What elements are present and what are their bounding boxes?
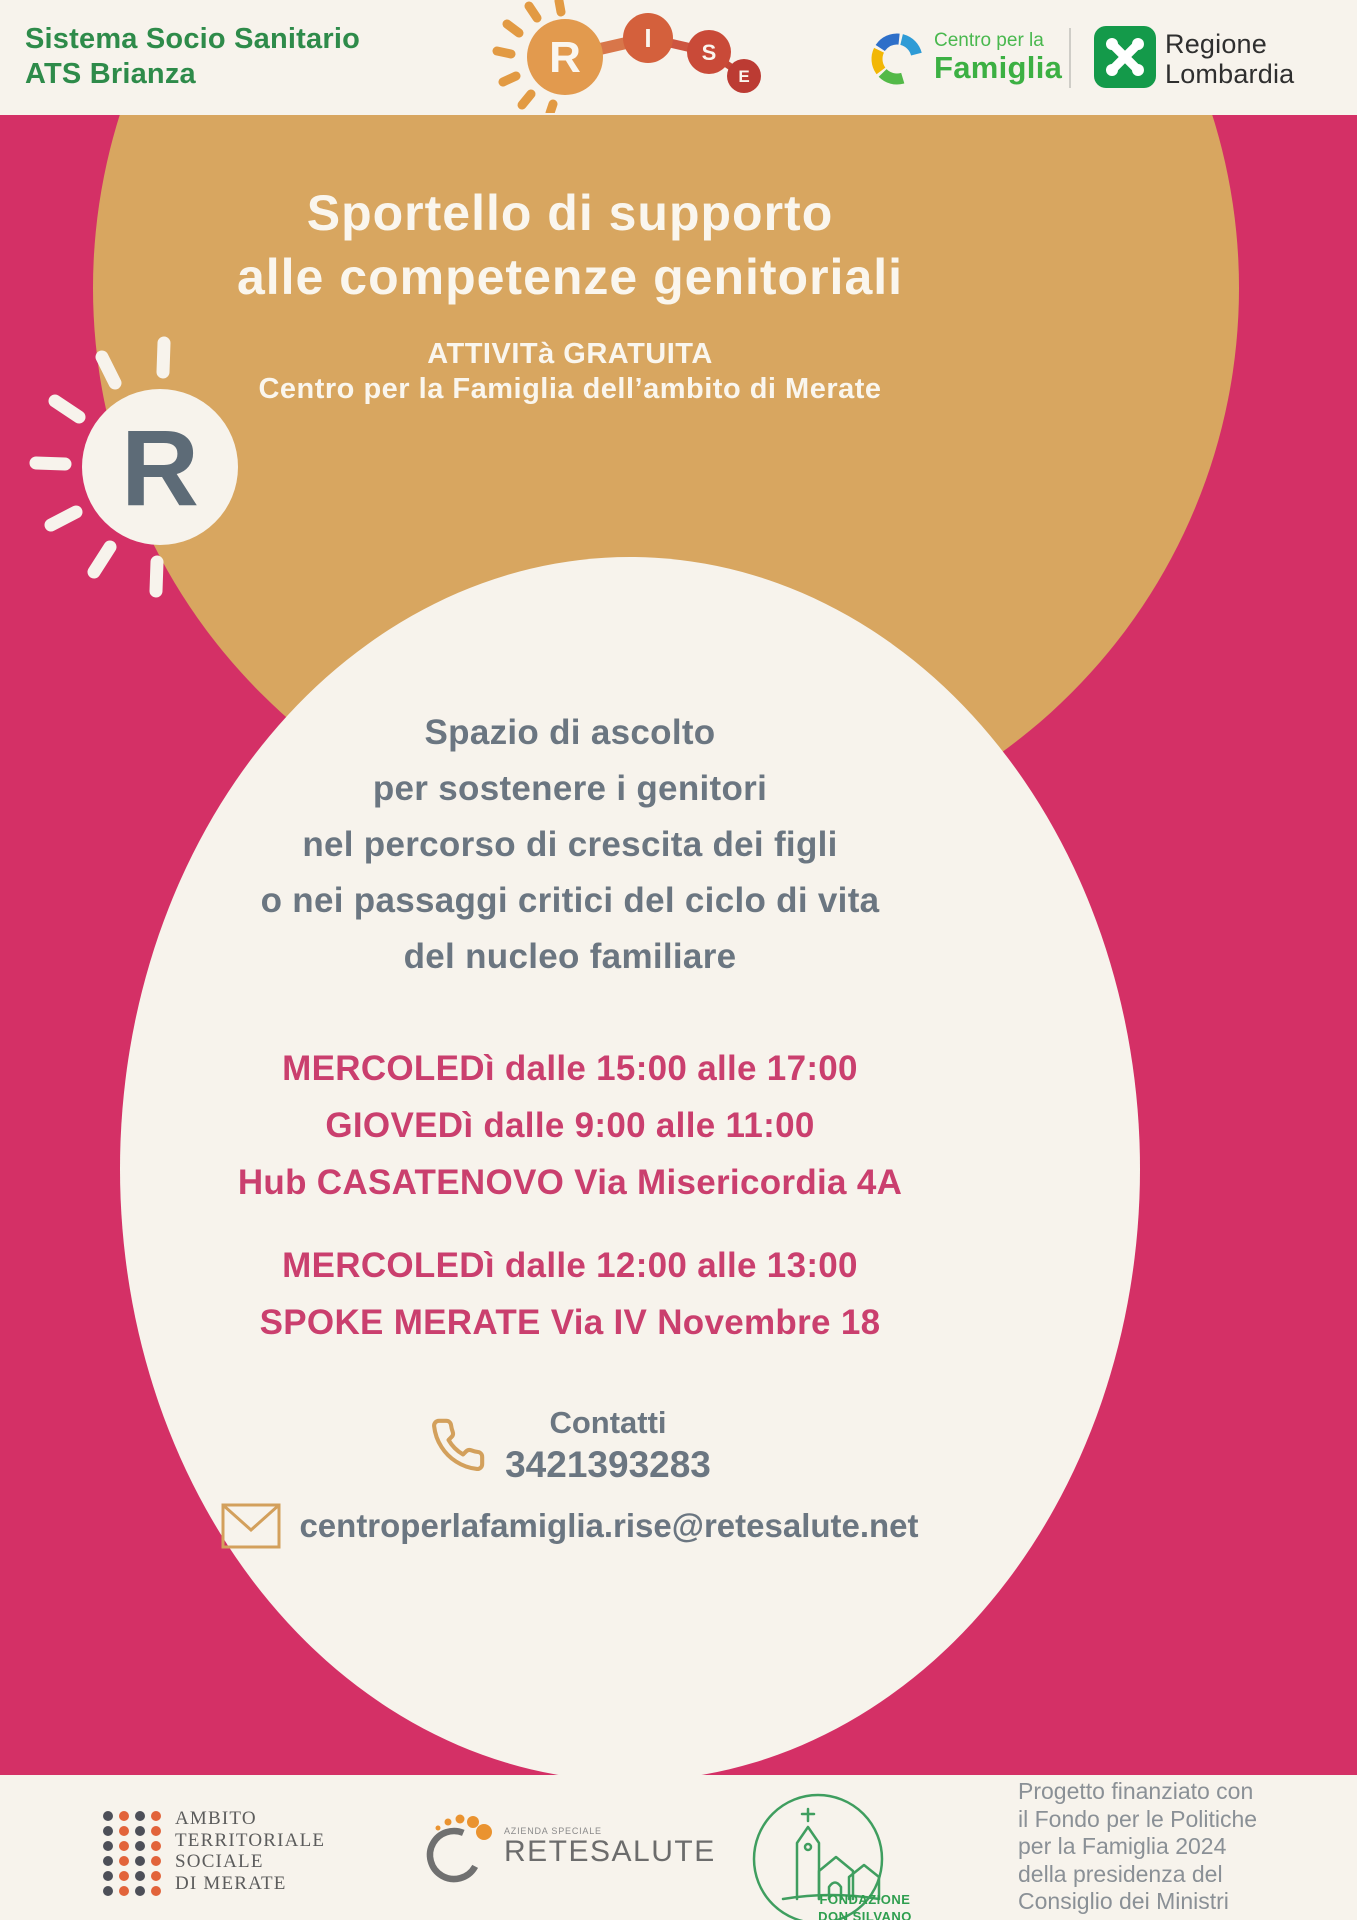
rise-logo [430, 0, 770, 113]
email-address: centroperlafamiglia.rise@retesalute.net [299, 1507, 919, 1544]
rise-letter-e: E [738, 67, 750, 86]
main-area [0, 115, 1357, 1775]
paragraph-line: Spazio di ascolto [424, 713, 716, 752]
phone-number: 3421393283 [505, 1444, 711, 1485]
contacts-block [40, 1403, 1100, 1487]
phone-icon [429, 1416, 487, 1474]
ats-line2: ATS Brianza [25, 58, 196, 90]
description-paragraph [40, 705, 1100, 985]
badge-letter: R [121, 406, 199, 528]
lombardia-line1: Regione [1165, 29, 1267, 59]
schedule-line: SPOKE MERATE Via IV Novembre 18 [259, 1303, 881, 1342]
subtitle-line2: Centro per la Famiglia dell’ambito di Merate [258, 373, 882, 405]
cpf-line1: Centro per la [934, 30, 1044, 51]
rise-letter-s: S [701, 40, 717, 65]
funding-note [1018, 1778, 1257, 1916]
funding-line: Consiglio dei Ministri [1018, 1888, 1229, 1914]
ats-brianza-logo [25, 22, 360, 92]
funding-line: della presidenza del [1018, 1860, 1223, 1887]
schedule-casatenovo [40, 1040, 1100, 1211]
footer-bar [0, 1775, 1357, 1920]
paragraph-line: del nucleo familiare [403, 937, 737, 976]
cpf-line2: Famiglia [934, 50, 1063, 85]
title-line2: alle competenze genitoriali [236, 249, 904, 305]
rise-letter-i: I [644, 23, 652, 53]
ambito-line: SOCIALE [175, 1851, 264, 1872]
rise-r-badge [82, 389, 238, 545]
ambito-dots-icon [103, 1808, 161, 1896]
envelope-icon [221, 1503, 281, 1549]
subtitle-line1: ATTIVITà GRATUITA [427, 338, 713, 370]
lombardia-line2: Lombardia [1165, 59, 1295, 89]
centro-famiglia-c-icon [868, 24, 926, 90]
paragraph-line: per sostenere i genitori [372, 769, 768, 808]
fondazione-name [775, 1891, 955, 1920]
schedule-line: MERCOLEDì dalle 12:00 alle 13:00 [282, 1246, 858, 1285]
header-bar [0, 0, 1357, 115]
ambito-line: TERRITORIALE [175, 1829, 326, 1851]
centro-famiglia-logo [934, 30, 1062, 84]
fondazione-line: FONDAZIONE [819, 1892, 911, 1907]
schedule-line: Hub CASATENOVO Via Misericordia 4A [237, 1163, 903, 1202]
funding-line: per la Famiglia 2024 [1018, 1833, 1227, 1859]
retesalute-subtitle: AZIENDA SPECIALE [504, 1826, 602, 1836]
regione-lombardia-camuna-icon [1094, 26, 1156, 88]
page-title [40, 181, 1100, 309]
ambito-line: AMBITO [175, 1808, 257, 1829]
ats-line1: Sistema Socio Sanitario [25, 23, 360, 55]
header-divider [1069, 28, 1071, 88]
retesalute-logo [420, 1809, 716, 1889]
retesalute-crescent-icon [420, 1809, 500, 1889]
schedule-line: MERCOLEDì dalle 15:00 alle 17:00 [282, 1049, 858, 1088]
schedule-merate [40, 1237, 1100, 1351]
schedule-line: GIOVEDì dalle 9:00 alle 11:00 [325, 1106, 815, 1145]
rise-letter-r: R [549, 33, 581, 82]
retesalute-name: RETESALUTE [504, 1835, 716, 1868]
funding-line: il Fondo per le Politiche [1018, 1805, 1258, 1832]
subtitle [40, 337, 1100, 407]
ambito-merate-logo [103, 1808, 325, 1896]
fondazione-line: DON SILVANO [818, 1909, 912, 1920]
ambito-line: DI MERATE [175, 1872, 287, 1894]
contacts-label: Contatti [549, 1405, 667, 1440]
title-line1: Sportello di supporto [306, 185, 834, 241]
paragraph-line: nel percorso di crescita dei figli [302, 825, 838, 864]
regione-lombardia-logo [1165, 29, 1294, 89]
email-block [40, 1503, 1100, 1549]
paragraph-line: o nei passaggi critici del ciclo di vita [260, 881, 880, 920]
funding-line: Progetto finanziato con [1018, 1778, 1254, 1804]
